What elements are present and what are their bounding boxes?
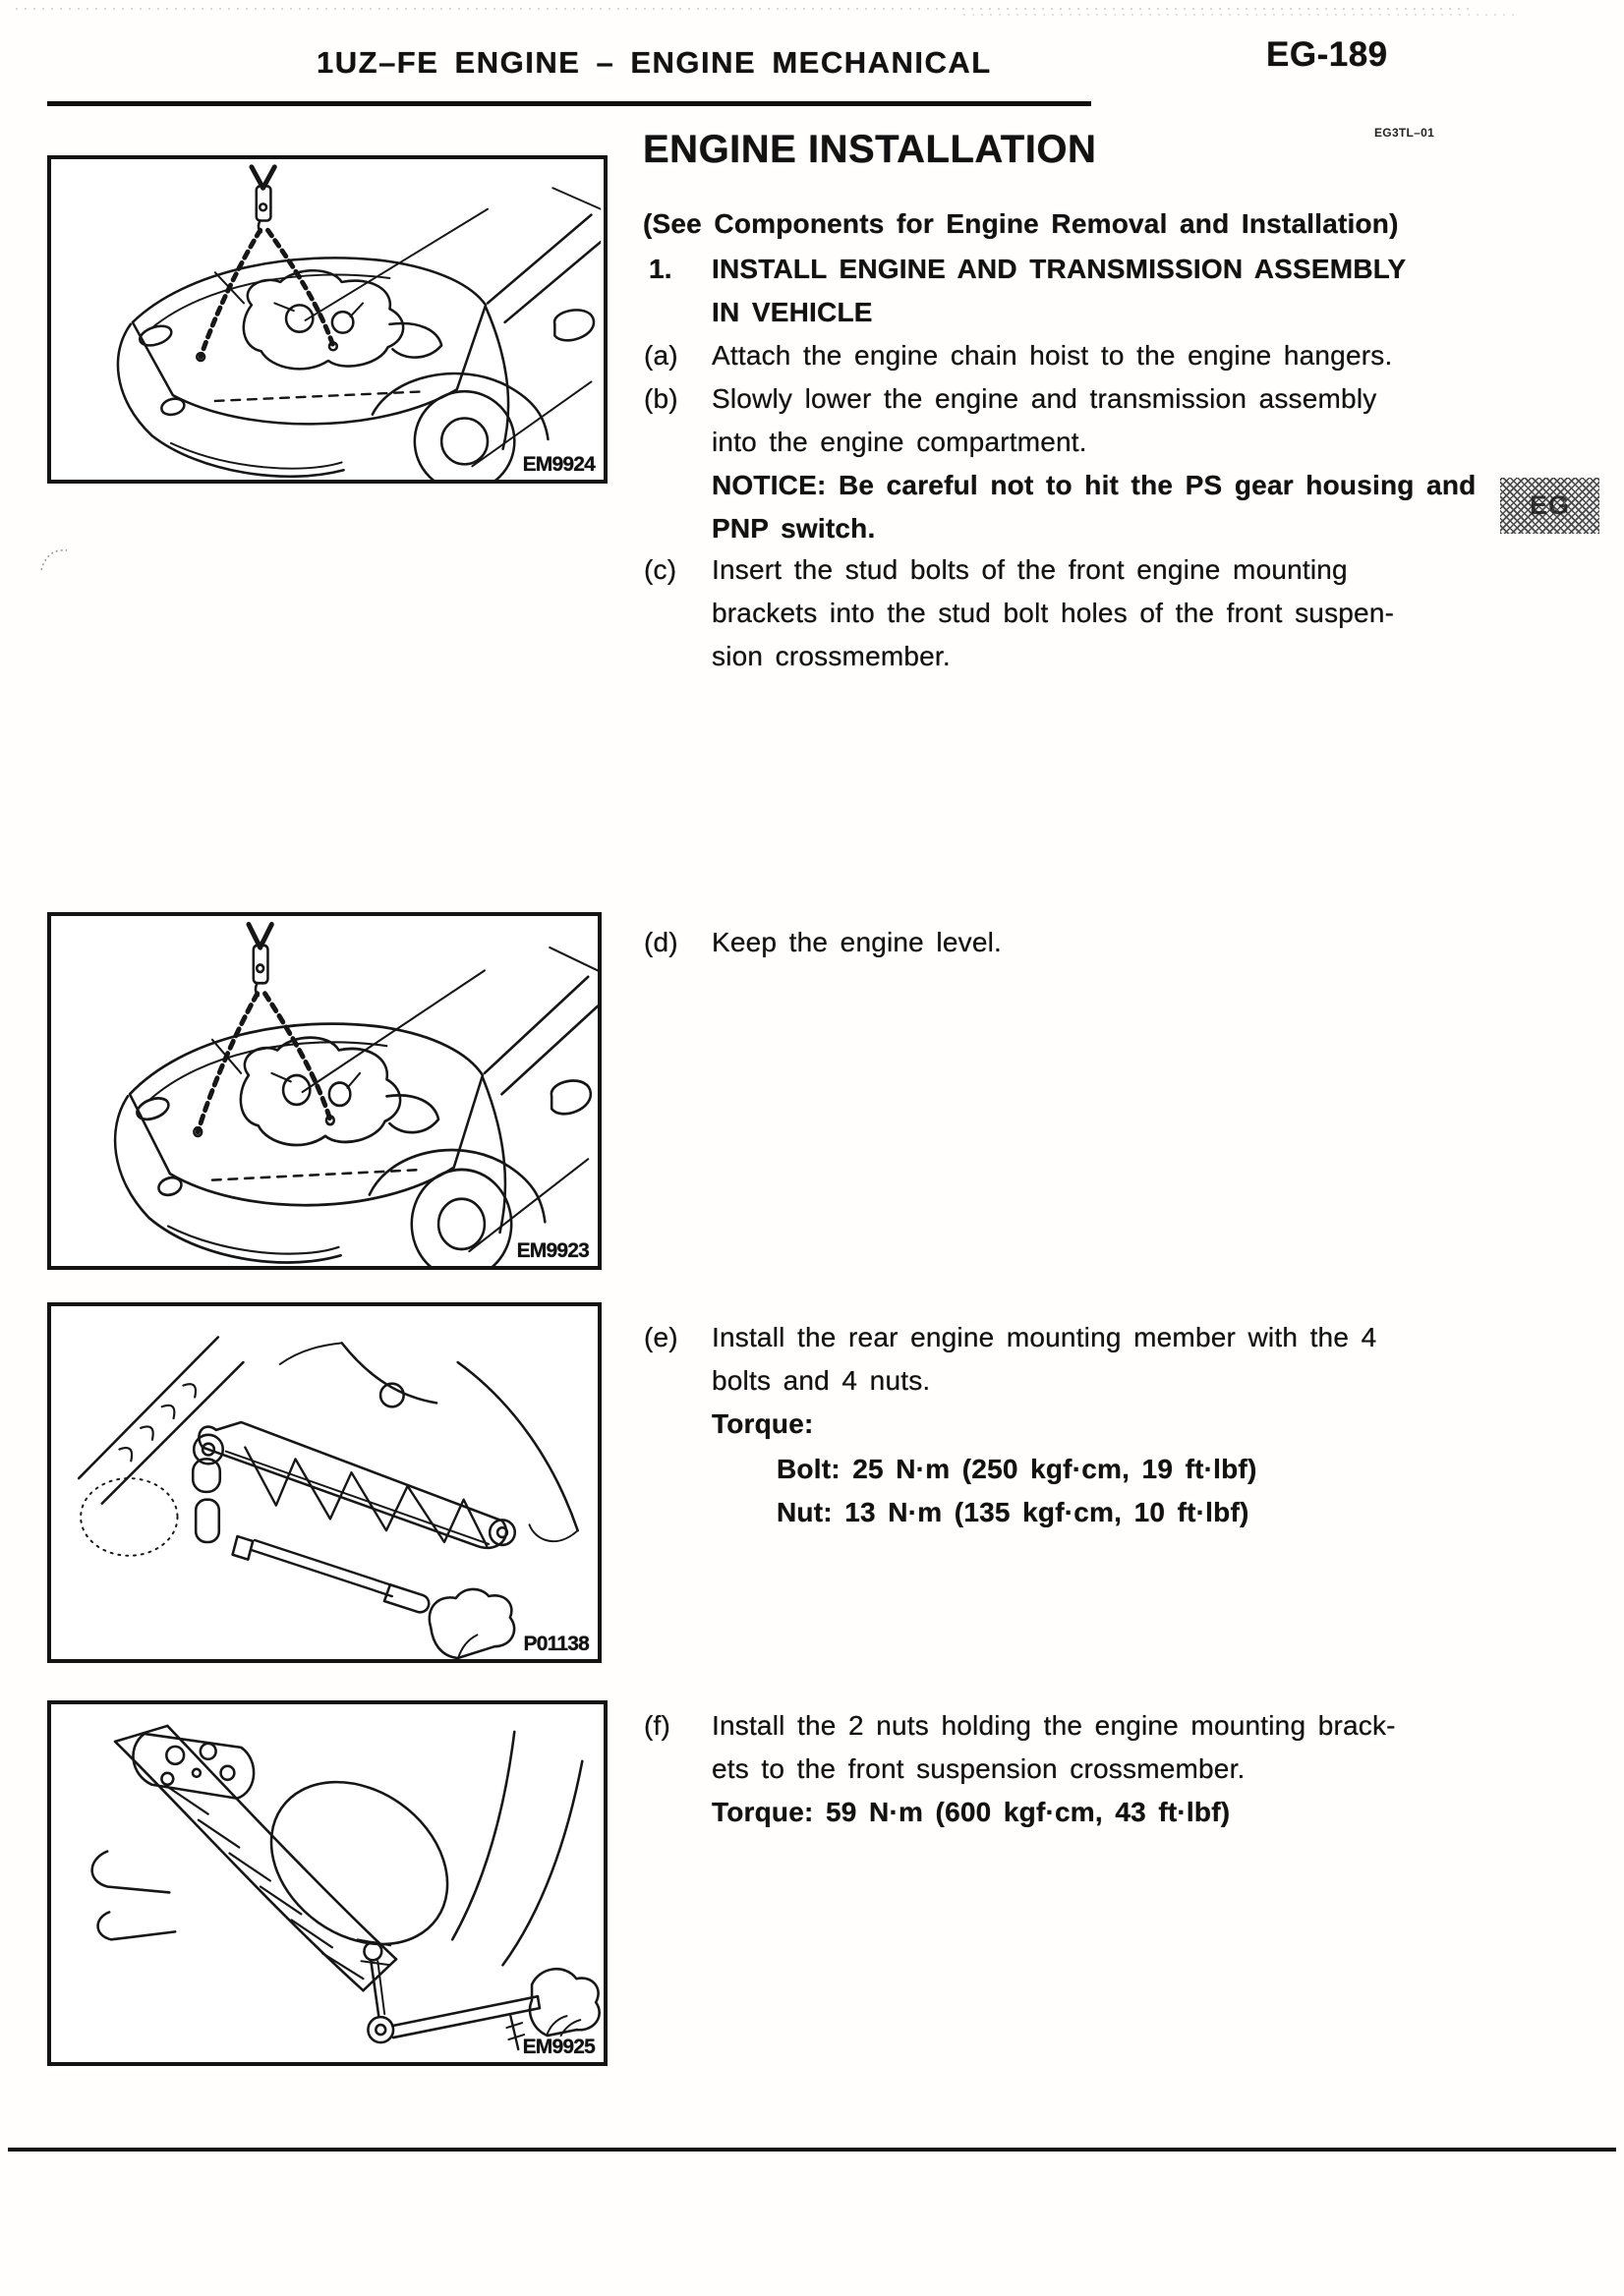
section-tab — [1500, 478, 1599, 534]
page-number: EG-189 — [1266, 35, 1388, 74]
scan-artifact — [35, 539, 79, 582]
item-e-label: (e) — [644, 1322, 678, 1352]
item-e-torque-bolt: Bolt: 25 N·m (250 kgf·cm, 19 ft·lbf) — [777, 1454, 1257, 1484]
car-engine-hoist-drawing — [51, 159, 604, 480]
item-f-line2: ets to the front suspension crossmember. — [712, 1753, 1246, 1784]
section-title: ENGINE INSTALLATION — [643, 128, 1097, 171]
item-f-label: (f) — [644, 1710, 671, 1741]
running-header-title: 1UZ–FE ENGINE – ENGINE MECHANICAL — [317, 45, 992, 80]
figure-engine-hoist-1 — [47, 155, 608, 484]
notice-line2: PNP switch. — [712, 513, 876, 544]
figure-engine-hoist-2 — [47, 912, 602, 1270]
step-1-line1: INSTALL ENGINE AND TRANSMISSION ASSEMBLY — [712, 254, 1407, 284]
item-b-label: (b) — [644, 383, 678, 414]
front-crossmember-drawing — [51, 1704, 604, 2062]
item-d-text: Keep the engine level. — [712, 927, 1003, 957]
item-c-line3: sion crossmember. — [712, 641, 951, 671]
item-e-line1: Install the rear engine mounting member with the 4 — [712, 1322, 1377, 1352]
item-a-label: (a) — [644, 340, 678, 371]
item-d-label: (d) — [644, 927, 678, 957]
notice-line1: NOTICE: Be careful not to hit the PS gear housing and — [712, 470, 1477, 500]
item-f-line1: Install the 2 nuts holding the engine mounting brack- — [712, 1710, 1396, 1741]
item-e-torque-nut: Nut: 13 N·m (135 kgf·cm, 10 ft·lbf) — [777, 1497, 1249, 1527]
doc-code: EG3TL–01 — [1374, 126, 1435, 140]
see-reference: (See Components for Engine Removal and Installation) — [643, 208, 1399, 239]
scan-noise — [963, 14, 1514, 16]
figure-code: EM9923 — [516, 1239, 589, 1262]
item-c-line2: brackets into the stud bolt holes of the front suspen- — [712, 598, 1395, 628]
figure-rear-mounting-member — [47, 1302, 602, 1663]
item-f-torque: Torque: 59 N·m (600 kgf·cm, 43 ft·lbf) — [712, 1797, 1231, 1827]
item-e-torque-label: Torque: — [712, 1408, 814, 1439]
header-rule — [47, 101, 1091, 106]
figure-code: EM9924 — [522, 453, 595, 476]
section-tab-label: EG — [1529, 490, 1570, 520]
item-b-line2: into the engine compartment. — [712, 427, 1087, 457]
car-engine-hoist-drawing — [51, 916, 598, 1266]
step-1-number: 1. — [649, 254, 672, 284]
item-c-label: (c) — [644, 554, 677, 585]
figure-code: P01138 — [523, 1633, 589, 1655]
step-1-line2: IN VEHICLE — [712, 297, 873, 327]
item-a-text: Attach the engine chain hoist to the engine hangers. — [712, 340, 1393, 371]
item-c-line1: Insert the stud bolts of the front engine mounting — [712, 554, 1348, 585]
rear-mounting-member-drawing — [51, 1306, 598, 1659]
footer-rule — [8, 2148, 1616, 2152]
figure-code: EM9925 — [522, 2036, 595, 2058]
scan-noise — [16, 8, 1471, 10]
item-b-line1: Slowly lower the engine and transmission assembly — [712, 383, 1377, 414]
figure-front-crossmember — [47, 1700, 608, 2066]
item-e-line2: bolts and 4 nuts. — [712, 1365, 931, 1396]
